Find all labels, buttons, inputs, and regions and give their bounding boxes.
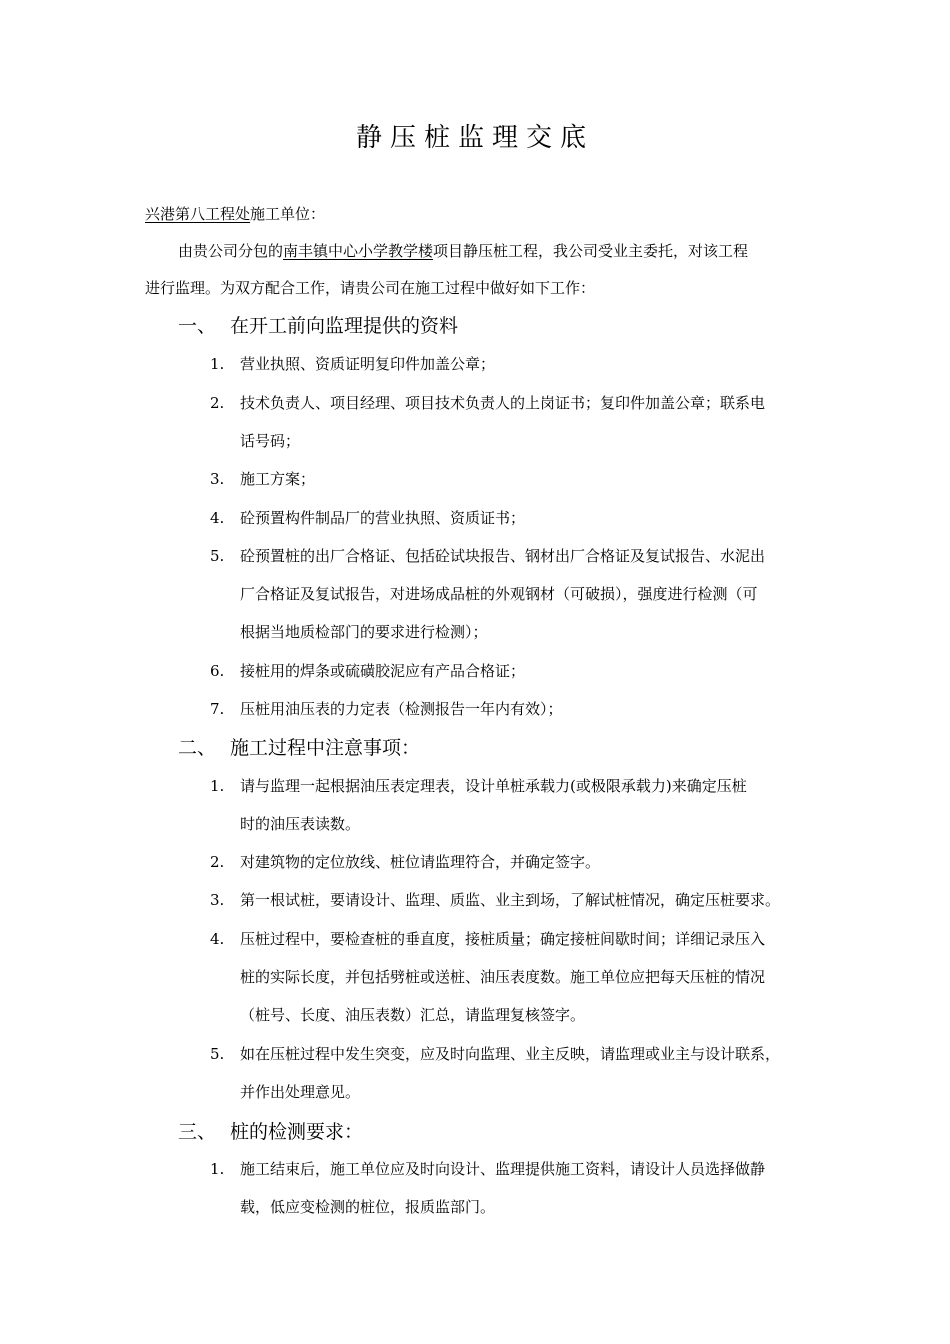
item-number: 6. [210, 662, 225, 680]
item-text-continuation: 桩的实际长度，并包括劈桩或送桩、油压表度数。施工单位应把每天压桩的情况 [240, 968, 766, 986]
list-item [210, 353, 495, 375]
item-number: 3. [210, 470, 225, 488]
list-item [210, 775, 747, 797]
item-text: 技术负责人、项目经理、项目技术负责人的上岗证书；复印件加盖公章；联系电 [240, 394, 766, 412]
item-text: 砼预置桩的出厂合格证、包括砼试块报告、钢材出厂合格证及复试报告、水泥出 [240, 547, 766, 565]
list-item [210, 851, 600, 873]
list-item [210, 889, 780, 911]
section-number: 二、 [178, 737, 217, 759]
item-text: 请与监理一起根据油压表定理表，设计单桩承载力(或极限承载力)来确定压桩 [240, 777, 747, 795]
section-heading-3 [178, 1118, 363, 1146]
intro-line-1 [178, 240, 748, 262]
list-item [210, 468, 315, 490]
project-name: 南丰镇中心小学教学楼 [283, 242, 434, 260]
item-text: 施工结束后，施工单位应及时向设计、监理提供施工资料，请设计人员选择做静 [240, 1160, 766, 1178]
item-text-continuation: 时的油压表读数。 [240, 815, 361, 833]
item-number: 4. [210, 509, 225, 527]
list-item [210, 698, 563, 720]
item-text: 对建筑物的定位放线、桩位请监理符合，并确定签字。 [240, 853, 601, 871]
intro-text-a: 由贵公司分包的 [178, 242, 284, 260]
item-text-continuation: 厂合格证及复试报告，对进场成品桩的外观钢材（可破损），强度进行检测（可 [240, 585, 758, 603]
list-item [210, 507, 525, 529]
item-text-continuation: 根据当地质检部门的要求进行检测）； [240, 623, 488, 641]
item-text: 接桩用的焊条或硫磺胶泥应有产品合格证； [240, 662, 526, 680]
item-text-continuation: 载，低应变检测的桩位，报质监部门。 [240, 1198, 496, 1216]
intro-line-2: 进行监理。为双方配合工作，请贵公司在施工过程中做好如下工作： [145, 279, 596, 297]
addressee-suffix: 施工单位： [250, 205, 326, 223]
list-item [210, 1043, 780, 1065]
section-title: 在开工前向监理提供的资料 [230, 315, 459, 337]
item-number: 1. [210, 1160, 225, 1178]
section-title: 施工过程中注意事项： [230, 737, 421, 759]
section-heading-2 [178, 734, 420, 762]
section-number: 一、 [178, 315, 217, 337]
item-text-continuation: 话号码； [240, 432, 301, 450]
addressee-line [145, 203, 325, 225]
addressee-unit: 兴港第八工程处 [145, 205, 251, 223]
item-number: 1. [210, 355, 225, 373]
item-text-continuation: （桩号、长度、油压表数）汇总，请监理复核签字。 [240, 1006, 586, 1024]
list-item [210, 660, 525, 682]
item-number: 3. [210, 891, 225, 909]
item-text: 第一根试桩，要请设计、监理、质监、业主到场，了解试桩情况，确定压桩要求。 [240, 891, 781, 909]
item-number: 5. [210, 1045, 225, 1063]
item-number: 4. [210, 930, 225, 948]
list-item [210, 392, 765, 414]
item-number: 5. [210, 547, 225, 565]
intro-text-b: 项目静压桩工程，我公司受业主委托，对该工程 [433, 242, 749, 260]
item-text: 如在压桩过程中发生突变，应及时向监理、业主反映，请监理或业主与设计联系， [240, 1045, 781, 1063]
item-text: 压桩过程中，要检查桩的垂直度，接桩质量；确定接桩间歇时间；详细记录压入 [240, 930, 766, 948]
section-title: 桩的检测要求： [230, 1121, 364, 1143]
section-number: 三、 [178, 1121, 217, 1143]
item-text: 砼预置构件制品厂的营业执照、资质证书； [240, 509, 526, 527]
document-title: 静压桩监理交底 [355, 123, 594, 153]
item-text: 压桩用油压表的力定表（检测报告一年内有效）； [240, 700, 563, 718]
item-number: 2. [210, 853, 225, 871]
item-text: 营业执照、资质证明复印件加盖公章； [240, 355, 496, 373]
list-item [210, 1158, 765, 1180]
item-text-continuation: 并作出处理意见。 [240, 1083, 361, 1101]
item-text: 施工方案； [240, 470, 316, 488]
item-number: 2. [210, 394, 225, 412]
list-item [210, 928, 765, 950]
list-item [210, 545, 765, 567]
item-number: 7. [210, 700, 225, 718]
section-heading-1 [178, 312, 458, 340]
item-number: 1. [210, 777, 225, 795]
